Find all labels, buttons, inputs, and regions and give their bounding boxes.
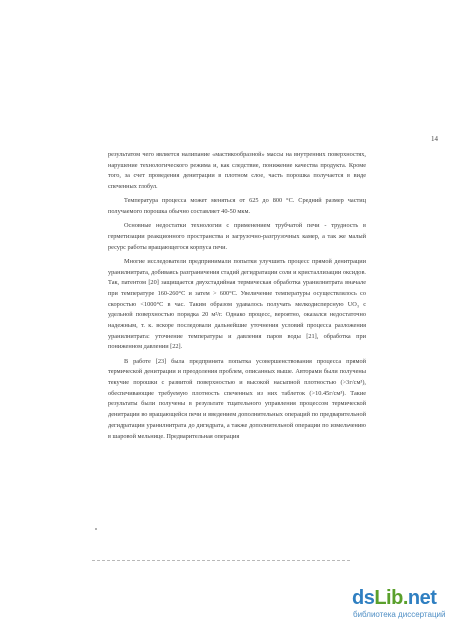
paragraph-5: В работе [23] была предпринята попытка усовершенствования процесса прямой термической денитрации и преодоления проблем, описанных выше. Авторами были получены текучие порошки с развитой поверхностью и высокой насыпной плотностью (>3г/см³), обеспечивающие требуемую плотность спеченных из них таблеток (>10.45г/см³). Такие результаты были получены в результате тщательного управления процессом термической денитрации во вращающейся печи и введением дополнительных операций по предварительной дегидратации уранилнитрата до дигидрата, а также дополнительной операции по измельчению в шаровой мельнице. Предварительная операция — [108, 357, 366, 440]
scan-divider-line — [92, 560, 350, 562]
paragraph-4: Многие исследователи предпринимали попытки улучшить процесс прямой денитрации уранилнитрата, добиваясь разграничения стадий дегидратации соли и кристаллизации оксидов. Так, патентом [20] защищается двухстадийная термическая обработка уранилнитрата вначале при температуре 160-260°С и затем > 600°С. Увеличение температуры осуществлялось со скоростью <1000°С в час. Таким образом удавалось получать мелкодисперсную UO₃ с удельной поверхностью порядка 20 м²/г. Однако процесс, вероятно, оказался недостаточно надежным, т. к. вскоре последовали дальнейшие уточнения условий процесса разложения уранилнитрата: уточнение температуры и давления паров воды [21], обработка при пониженном давлении [22]. — [108, 257, 366, 351]
watermark-brand — [352, 586, 436, 610]
scan-speck — [95, 528, 97, 530]
watermark-net: net — [407, 587, 437, 609]
page-number: 14 — [431, 135, 438, 143]
watermark-dot: . — [402, 587, 408, 609]
paragraph-3: Основные недостатки технологии с применением трубчатой печи - трудность в герметизации реакционного пространства и загрузочно-разгрузочных камер, а так же малый ресурс работы вращающегося корпуса печи. — [108, 222, 366, 251]
body-text — [108, 150, 366, 446]
watermark-lib: Lib — [374, 587, 403, 609]
paragraph-2: Температура процесса может меняться от 625 до 800 °С. Средний размер частиц получаемого порошка обычно составляет 40-50 мкм. — [108, 197, 366, 216]
watermark-subtitle: библиотека диссертаций — [353, 610, 446, 619]
paragraph-1: результатом чего является налипание «мастикообразной» массы на внутренних поверхностях, нарушение технологического режима и, как следствие, понижение качества продукта. Кроме того, за счет проведения денитрации в плотном слое, часть порошка получается в виде спеченных глобул. — [108, 151, 366, 191]
dslib-watermark-logo — [352, 586, 450, 636]
watermark-ds: ds — [352, 587, 375, 609]
